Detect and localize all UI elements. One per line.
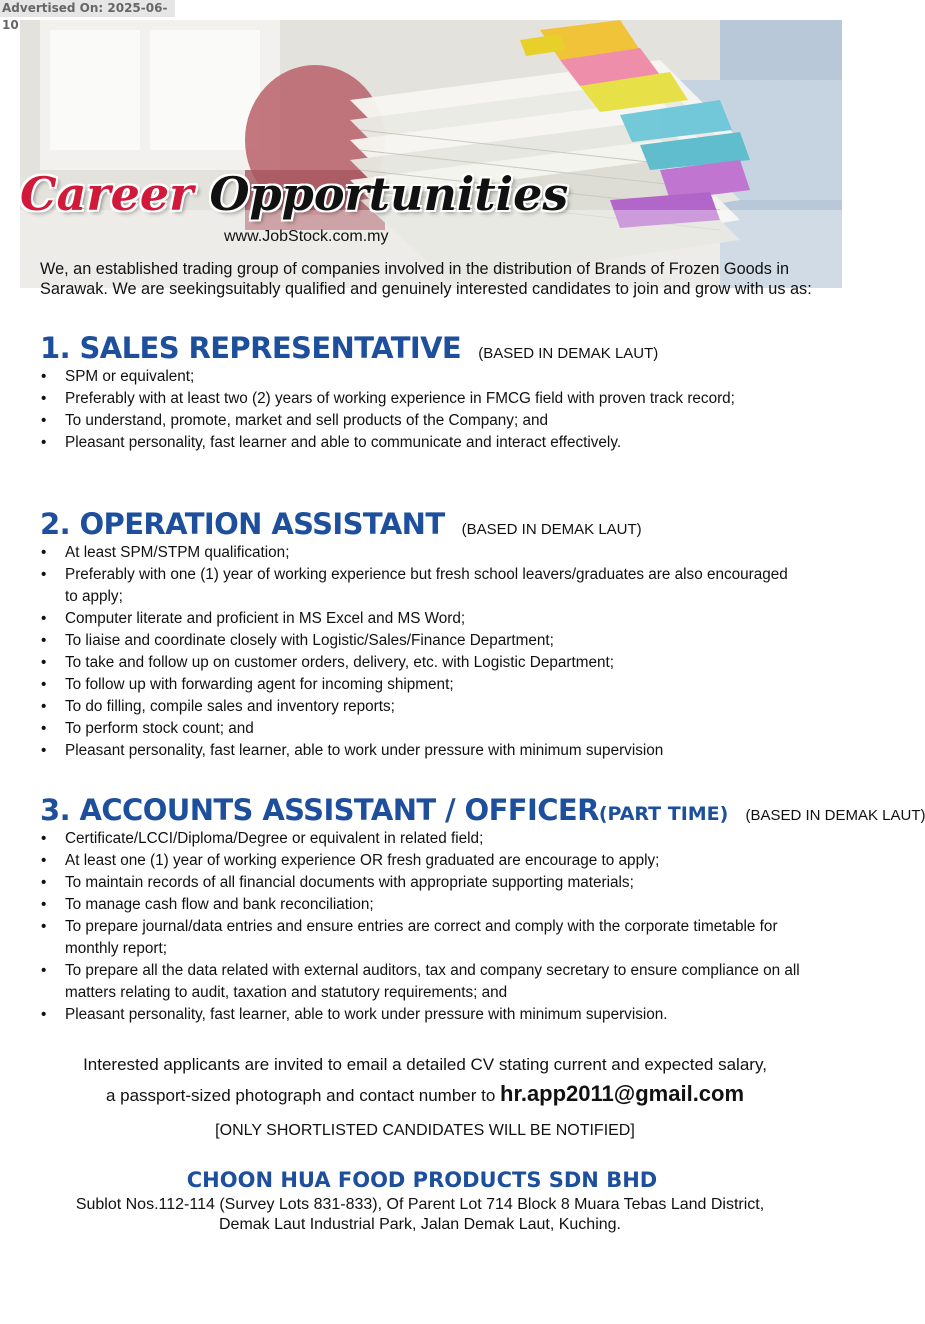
list-item: • Preferably with one (1) year of working experience but fresh school leavers/graduates are also encouraged to apply; <box>40 564 800 608</box>
banner <box>20 20 842 288</box>
job-title: 1. SALES REPRESENTATIVE <box>40 331 462 365</box>
list-item: • To prepare all the data related with external auditors, tax and company secretary to ensure compliance on all matters relating to audit, taxation and statutory requirements; and <box>40 960 800 1004</box>
job-location: (BASED IN DEMAK LAUT) <box>478 345 659 362</box>
paper-stack-illustration <box>20 20 842 288</box>
apply-line-1: Interested applicants are invited to email a detailed CV stating current and expected salary, <box>83 1055 767 1074</box>
website-url: www.JobStock.com.my <box>224 228 389 245</box>
advertised-date: Advertised On: 2025-06-10 <box>0 0 175 17</box>
apply-line-2-text: a passport-sized photograph and contact number to <box>105 1086 496 1105</box>
list-item: • To liaise and coordinate closely with Logistic/Sales/Finance Department; <box>40 630 800 652</box>
application-email: hr.app2011@gmail.com <box>500 1081 745 1106</box>
list-item: • To take and follow up on customer orders, delivery, etc. with Logistic Department; <box>40 652 800 674</box>
job-heading-sales-representative <box>40 331 658 365</box>
list-item: • To manage cash flow and bank reconciliation; <box>40 894 800 916</box>
list-item: • To perform stock count; and <box>40 718 800 740</box>
job-part-time-label: (PART TIME) <box>598 803 729 825</box>
job-heading-accounts-assistant <box>40 793 925 827</box>
list-item: • Preferably with at least two (2) years of working experience in FMCG field with proven track record; <box>40 388 800 410</box>
list-item: • To follow up with forwarding agent for incoming shipment; <box>40 674 800 696</box>
job-location: (BASED IN DEMAK LAUT) <box>461 521 642 538</box>
list-item: • At least one (1) year of working experience OR fresh graduated are encourage to apply; <box>40 850 800 872</box>
job-heading-operation-assistant <box>40 507 642 541</box>
list-item: • SPM or equivalent; <box>40 366 800 388</box>
career-word: Career <box>20 167 194 221</box>
list-item: • At least SPM/STPM qualification; <box>40 542 800 564</box>
job-title: 3. ACCOUNTS ASSISTANT / OFFICER <box>40 793 599 827</box>
list-item: • To do filling, compile sales and inventory reports; <box>40 696 800 718</box>
list-item: • Pleasant personality, fast learner and able to communicate and interact effectively. <box>40 432 800 454</box>
list-item: • To maintain records of all financial documents with appropriate supporting materials; <box>40 872 800 894</box>
application-instructions <box>0 1050 850 1110</box>
address-line-2: Demak Laut Industrial Park, Jalan Demak Laut, Kuching. <box>219 1216 621 1233</box>
job-requirements-accounts-assistant <box>40 828 800 1026</box>
career-opportunities-title <box>20 168 568 220</box>
intro-paragraph: We, an established trading group of companies involved in the distribution of Brands of Frozen Goods in Sarawak. We are seekingsuitably qualified and genuinely interested candidates to join and grow with us as: <box>40 260 812 298</box>
apply-line-2 <box>0 1079 850 1110</box>
job-requirements-sales-representative <box>40 366 800 454</box>
list-item: • Pleasant personality, fast learner, able to work under pressure with minimum supervision. <box>40 1004 800 1026</box>
opportunities-word: Opportunities <box>209 167 569 221</box>
job-requirements-operation-assistant <box>40 542 800 762</box>
list-item: • To prepare journal/data entries and ensure entries are correct and comply with the corporate timetable for monthly report; <box>40 916 800 960</box>
address-line-1: Sublot Nos.112-114 (Survey Lots 831-833), Of Parent Lot 714 Block 8 Muara Tebas Land District, <box>75 1196 765 1213</box>
list-item: • Pleasant personality, fast learner, able to work under pressure with minimum supervision <box>40 740 800 762</box>
job-title: 2. OPERATION ASSISTANT <box>40 507 445 541</box>
job-location: (BASED IN DEMAK LAUT) <box>745 807 925 824</box>
list-item: • To understand, promote, market and sell products of the Company; and <box>40 410 800 432</box>
company-name: CHOON HUA FOOD PRODUCTS SDN BHD <box>186 1168 658 1192</box>
list-item: • Certificate/LCCI/Diploma/Degree or equivalent in related field; <box>40 828 800 850</box>
company-address <box>0 1195 840 1235</box>
list-item: • Computer literate and proficient in MS Excel and MS Word; <box>40 608 800 630</box>
shortlist-notice: [ONLY SHORTLISTED CANDIDATES WILL BE NOTIFIED] <box>215 1122 635 1139</box>
